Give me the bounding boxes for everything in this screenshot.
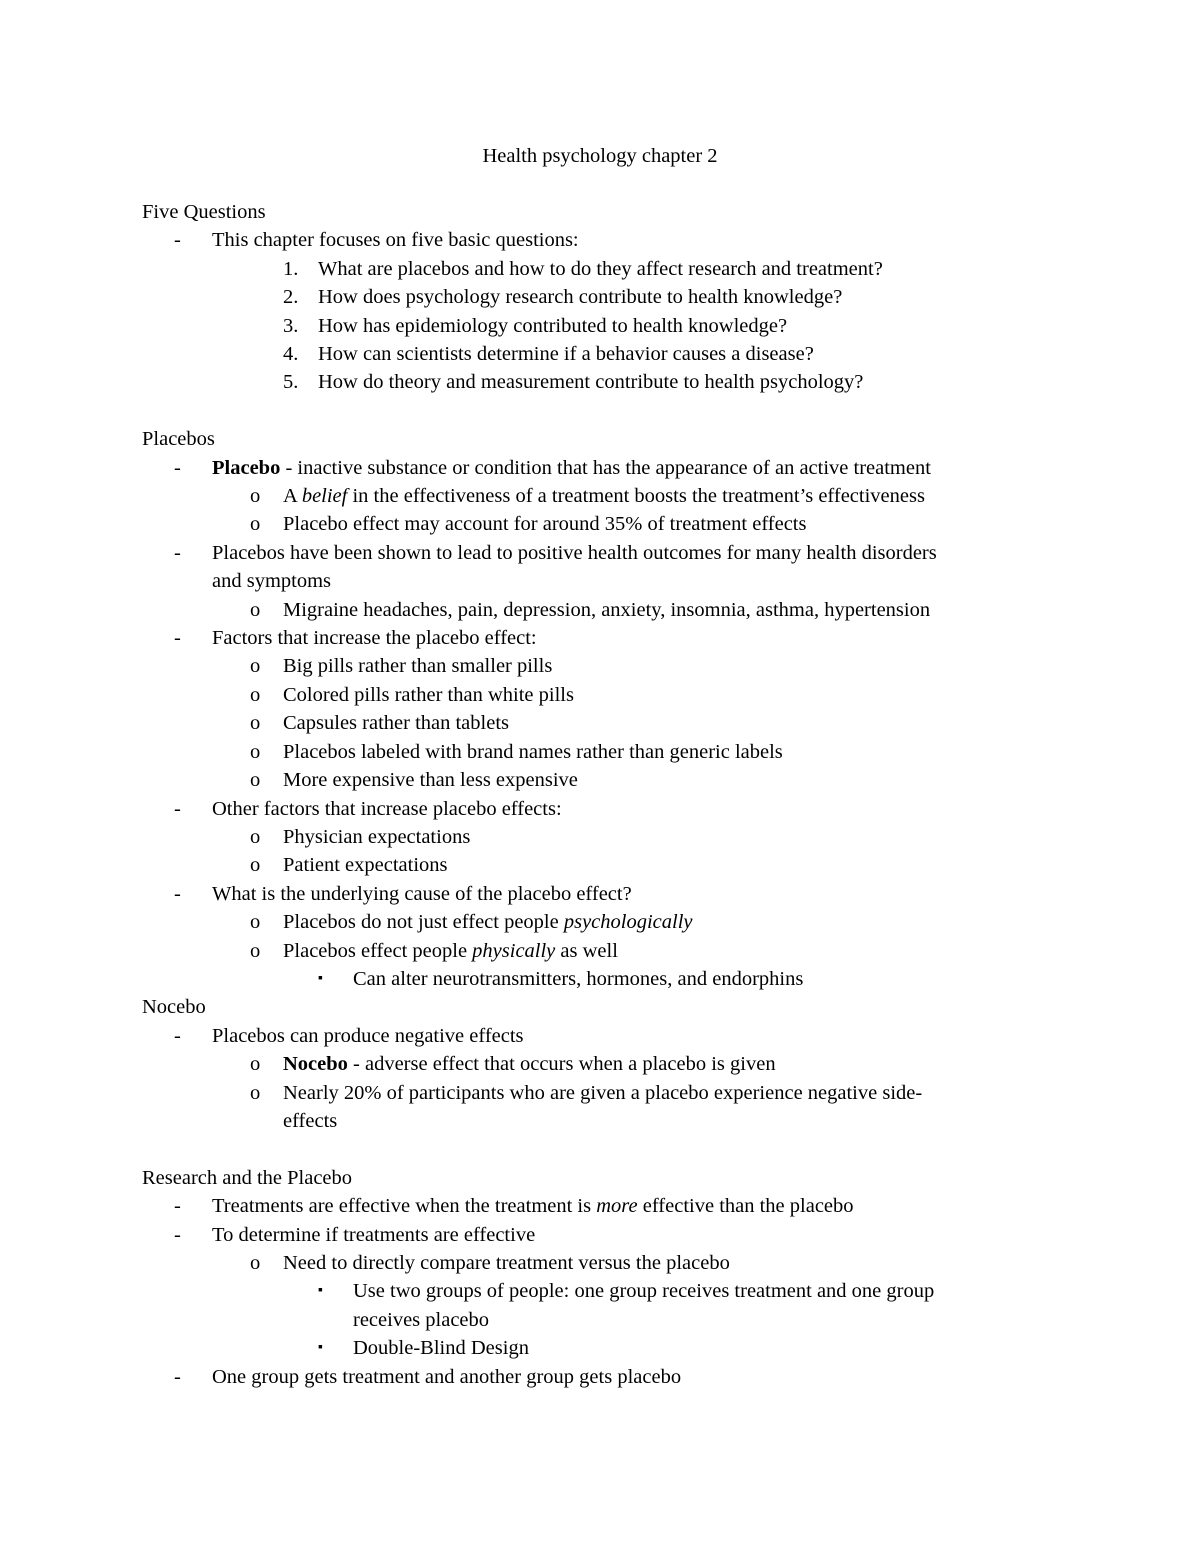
circle-bullet-icon: o (250, 769, 261, 792)
sub-sub-bullet-item: ▪ Double-Blind Design (142, 1334, 1052, 1362)
square-bullet-icon: ▪ (318, 1340, 323, 1356)
bullet-item: - Treatments are effective when the treatment is more effective than the placebo (142, 1192, 1052, 1220)
spacer (142, 1135, 1052, 1163)
dash-bullet-icon: - (174, 456, 181, 479)
bullet-continuation: receives placebo (353, 1308, 490, 1331)
sub-bullet-item: o More expensive than less expensive (142, 766, 1052, 794)
sub-bullet-item: o Colored pills rather than white pills (142, 681, 1052, 709)
bullet-item: - One group gets treatment and another group gets placebo (142, 1363, 1052, 1391)
bullet-item: - Placebo - inactive substance or condition that has the appearance of an active treatment (142, 454, 1052, 482)
sub-bullet-item: o Nocebo - adverse effect that occurs when a placebo is given (142, 1050, 1052, 1078)
sub-bullet-item: o Patient expectations (142, 851, 1052, 879)
bullet-item: - Other factors that increase placebo effects: (142, 795, 1052, 823)
circle-bullet-icon: o (250, 485, 261, 508)
document-body (142, 198, 1052, 1391)
bullet-item: - What is the underlying cause of the placebo effect? (142, 880, 1052, 908)
circle-bullet-icon: o (250, 1252, 261, 1274)
sub-bullet-item: o Migraine headaches, pain, depression, anxiety, insomnia, asthma, hypertension (142, 596, 1052, 624)
sub-bullet-item: o Big pills rather than smaller pills (142, 652, 1052, 680)
numbered-item: 2. How does psychology research contribute to health knowledge? (283, 286, 843, 309)
sub-bullet-item: o Nearly 20% of participants who are given a placebo experience negative side- (142, 1079, 1052, 1107)
circle-bullet-icon: o (250, 740, 261, 763)
dash-bullet-icon: - (174, 1024, 181, 1047)
bullet-item: - To determine if treatments are effective (142, 1221, 1052, 1249)
sub-bullet-item: o A belief in the effectiveness of a treatment boosts the treatment’s effectiveness (142, 482, 1052, 510)
bullet-item: - Placebos can produce negative effects (142, 1022, 1052, 1050)
numbered-item: 4. How can scientists determine if a behavior causes a disease? (283, 343, 814, 366)
numbered-item: 1. What are placebos and how to do they affect research and treatment? (283, 257, 883, 280)
square-bullet-icon: ▪ (318, 970, 323, 986)
sub-sub-bullet-item: ▪ Use two groups of people: one group receives treatment and one group (142, 1277, 1052, 1305)
bullet-continuation: and symptoms (212, 570, 332, 593)
circle-bullet-icon: o (250, 655, 261, 678)
square-bullet-icon: ▪ (318, 1283, 323, 1299)
bullet-item: - Placebos have been shown to lead to positive health outcomes for many health disorders (142, 539, 1052, 567)
document-title: Health psychology chapter 2 (482, 145, 718, 167)
spacer (142, 397, 1052, 425)
dash-bullet-icon: - (174, 541, 181, 564)
sub-bullet-item: o Placebos do not just effect people psychologically (142, 908, 1052, 936)
dash-bullet-icon: - (174, 1223, 181, 1246)
sub-sub-bullet-item: ▪ Can alter neurotransmitters, hormones, and endorphins (142, 965, 1052, 993)
sub-bullet-item: o Capsules rather than tablets (142, 709, 1052, 737)
circle-bullet-icon: o (250, 911, 261, 934)
circle-bullet-icon: o (250, 939, 261, 962)
bullet-item: - Factors that increase the placebo effect: (142, 624, 1052, 652)
circle-bullet-icon: o (250, 683, 261, 706)
sub-bullet-item: o Physician expectations (142, 823, 1052, 851)
dash-bullet-icon: - (174, 882, 181, 905)
circle-bullet-icon: o (250, 825, 261, 848)
circle-bullet-icon: o (250, 854, 261, 877)
sub-bullet-item: o Placebo effect may account for around 35% of treatment effects (142, 510, 1052, 538)
sub-bullet-item: o Placebos effect people physically as well (142, 937, 1052, 965)
section-heading-placebos: Placebos (142, 428, 215, 451)
section-heading-research: Research and the Placebo (142, 1166, 353, 1189)
bullet-item: - This chapter focuses on five basic questions: (142, 226, 1052, 254)
dash-bullet-icon: - (174, 229, 181, 252)
circle-bullet-icon: o (250, 598, 261, 621)
circle-bullet-icon: o (250, 1053, 261, 1076)
numbered-item: 3. How has epidemiology contributed to health knowledge? (283, 314, 788, 337)
term-nocebo: Nocebo (283, 1053, 348, 1076)
circle-bullet-icon: o (250, 1081, 261, 1104)
dash-bullet-icon: - (174, 1195, 181, 1218)
dash-bullet-icon: - (174, 797, 181, 820)
bullet-continuation: effects (283, 1109, 338, 1132)
section-heading-five-questions: Five Questions (142, 201, 266, 223)
term-placebo: Placebo (212, 456, 281, 479)
section-heading-nocebo: Nocebo (142, 996, 206, 1019)
dash-bullet-icon: - (174, 1365, 181, 1388)
sub-bullet-item: o Placebos labeled with brand names rather than generic labels (142, 738, 1052, 766)
sub-bullet-item: o Need to directly compare treatment versus the placebo (142, 1249, 1052, 1277)
circle-bullet-icon: o (250, 712, 261, 735)
numbered-item: 5. How do theory and measurement contribute to health psychology? (283, 371, 864, 394)
dash-bullet-icon: - (174, 627, 181, 650)
circle-bullet-icon: o (250, 513, 261, 536)
